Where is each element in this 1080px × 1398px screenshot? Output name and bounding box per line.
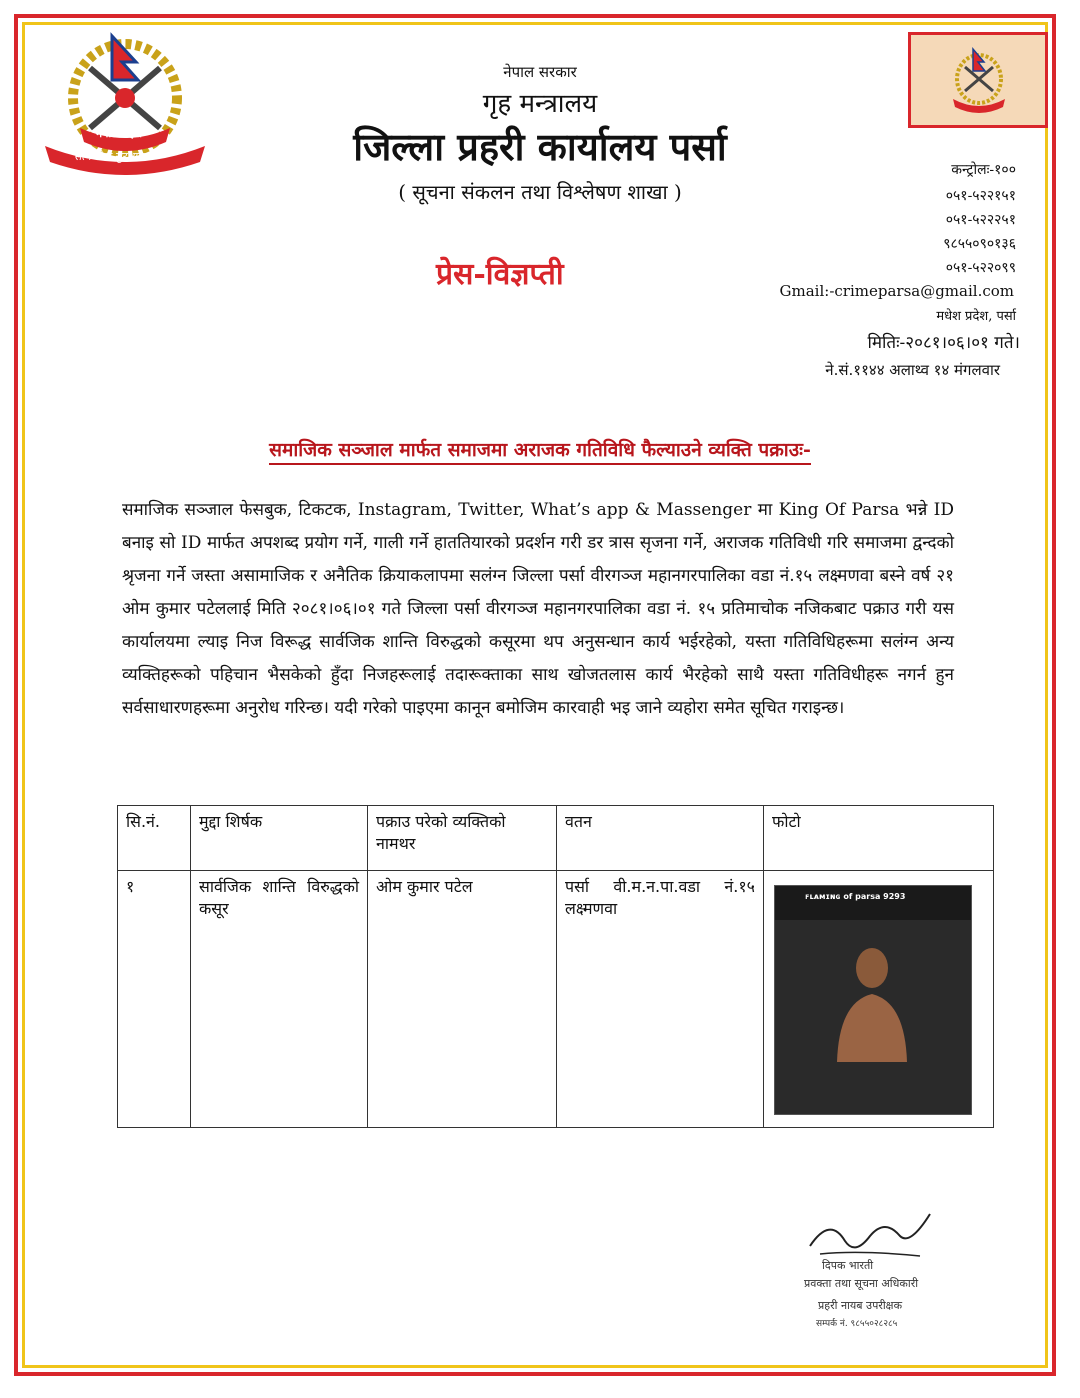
cell-sn: १ [118, 871, 191, 1128]
header-sn: सि.नं. [118, 806, 191, 871]
photo-topbar [775, 886, 971, 920]
signatory-rank: प्रहरी नायब उपरीक्षक [818, 1299, 903, 1312]
cell-name: ओम कुमार पटेल [368, 871, 557, 1128]
body-paragraph: समाजिक सञ्जाल फेसबुक, टिकटक, Instagram, Twitter, What’s app & Massenger मा King Of Parsa भन्ने ID बनाइ सो ID मार्फत अपशब्द प्रयोग गर्ने, गाली गर्ने हाततियारको प्रदर्शन गरी डर त्रास सृजना गर्ने, अराजक गतिविधी गरि समाजमा द्वन्दको श्रृजना गर्ने जस्ता असामाजिक र अनैतिक क्रियाकलापमा सलंग्न जिल्ला पर्सा वीरगञ्ज महानगरपालिका वडा नं.१५ लक्ष्मणवा बस्ने वर्ष २१ ओम कुमार पटेललाई मिति २०८१।०६।०१ गते जिल्ला पर्सा वीरगञ्ज महानगरपालिका वडा नं. १५ प्रतिमाचोक नजिकबाट पक्राउ गरी यस कार्यालयमा ल्याइ निज विरूद्ध सार्वजिक शान्ति विरुद्धको कसूरमा थप अनुसन्धान कार्य भईरहेको, यस्ता गतिविधिहरूमा सलंग्न अन्य व्यक्तिहरूको पहिचान भैसकेको हुँदा निजहरूलाई तदारूक्ताका साथ खोजतलास कार्य भैरहेको साथै यस्ता गतिविधीहरू नगर्न हुन सर्वसाधारणहरूमा अनुरोध गरिन्छ। यदी गरेको पाइएमा कानून बमोजिम कारवाही भइ जाने व्यहोरा समेत सूचित गराइन्छ। [122, 500, 954, 718]
signatory-title: प्रवक्ता तथा सूचना अधिकारी [804, 1277, 919, 1290]
contact-phone-1: ०५१-५२२१५१ [945, 188, 1016, 204]
emblem-ribbon-bottom: सत्य सेवा सुरक्षणम [74, 150, 149, 163]
cell-photo [764, 871, 994, 1128]
header-photo: फोटो [764, 806, 994, 871]
headline [0, 436, 1080, 462]
arrest-table [117, 805, 994, 1128]
contact-control: कन्ट्रोलः-१०० [951, 162, 1016, 178]
nepal-sambat-date: ने.सं.११४४ अलाथ्व १४ मंगलवार [825, 361, 1000, 379]
table-row [118, 871, 994, 1128]
ministry-name: गृह मन्त्रालय [482, 89, 598, 119]
contact-address: मधेश प्रदेश, पर्सा [936, 309, 1016, 324]
contact-email: Gmail:-crimeparsa@gmail.com [779, 282, 1014, 300]
branch-name: ( सूचना संकलन तथा विश्लेषण शाखा ) [398, 180, 682, 204]
office-name: जिल्ला प्रहरी कार्यालय पर्सा [353, 124, 727, 169]
signatory-contact: सम्पर्क नं. ९८५५०२८२८५ [816, 1319, 898, 1329]
table-header-row [118, 806, 994, 871]
document-type: प्रेस-विज्ञप्ती [436, 257, 564, 292]
header-name: पक्राउ परेको व्यक्तिको नामथर [368, 806, 557, 871]
contact-phone-2: ०५१-५२२२५१ [945, 212, 1016, 228]
photo-handle: ꜰʟᴀᴍɪɴɢ of parsa 9293 [805, 892, 906, 901]
suspect-photo [774, 885, 972, 1115]
cell-case: सार्वजिक शान्ति विरुद्धको कसूर [191, 871, 368, 1128]
headline-text: समाजिक सञ्जाल मार्फत समाजमा अराजक गतिविधि फैल्याउने व्यक्ति पक्राउः- [269, 439, 811, 465]
person-silhouette-icon [827, 942, 917, 1062]
signatory-name: दिपक भारती [822, 1259, 874, 1272]
emblem-ribbon-top: नेपाल प्रहरी [96, 127, 142, 140]
contact-phone-4: ०५१-५२२०९९ [945, 260, 1016, 276]
signature-scribble-icon [800, 1206, 950, 1266]
government-name: नेपाल सरकार [503, 63, 577, 81]
header-case: मुद्दा शिर्षक [191, 806, 368, 871]
issue-date: मितिः-२०८१।०६।०१ गते। [867, 333, 1020, 353]
contact-phone-3: ९८५५०९०१३६ [943, 236, 1016, 252]
header-address: वतन [557, 806, 764, 871]
cell-address: पर्सा वी.म.न.पा.वडा नं.१५ लक्ष्मणवा [557, 871, 764, 1128]
